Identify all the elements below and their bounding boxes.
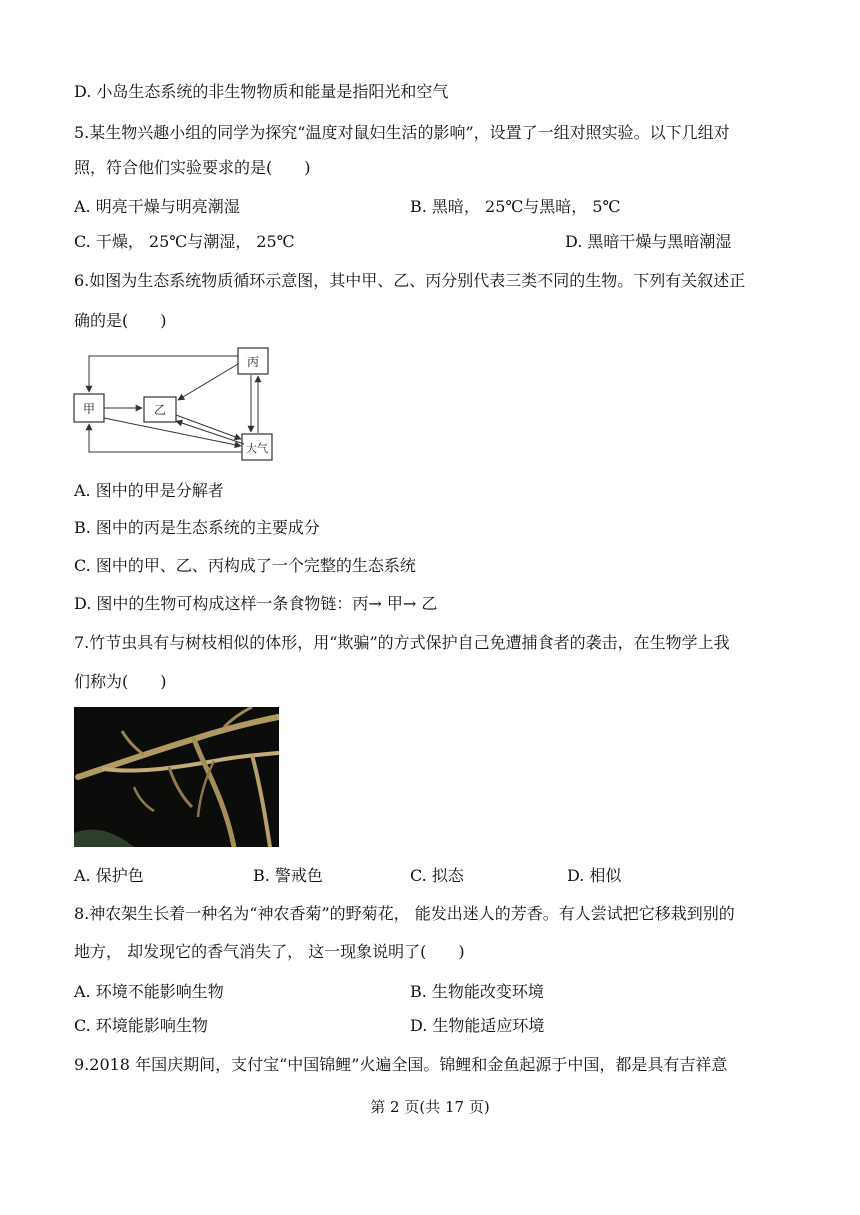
- q6-option-d: D. 图中的生物可构成这样一条食物链：丙→ 甲→ 乙: [74, 594, 438, 613]
- carbon-cycle-svg: [70, 342, 280, 464]
- arrow-atmosphere-to-jia: [89, 424, 242, 452]
- q5-option-d: D. 黑暗干燥与黑暗潮湿: [565, 232, 732, 251]
- stick-insect-photo: [74, 707, 279, 847]
- label-atmosphere: 大气: [246, 442, 268, 455]
- arrow-atmosphere-to-yi: [176, 421, 244, 444]
- label-yi: 乙: [153, 403, 167, 417]
- q6-stem-line2: 确的是( ): [74, 311, 167, 330]
- q7-stem-line2: 们称为( ): [74, 672, 167, 691]
- q8-stem-line2: 地方， 却发现它的香气消失了， 这一现象说明了( ): [74, 942, 465, 961]
- q5-option-b: B. 黑暗， 25℃与黑暗， 5℃: [410, 197, 621, 216]
- q6-option-c: C. 图中的甲、乙、丙构成了一个完整的生态系统: [74, 556, 416, 575]
- q4-option-d: D. 小岛生态系统的非生物物质和能量是指阳光和空气: [74, 82, 449, 101]
- q8-option-a: A. 环境不能影响生物: [74, 982, 224, 1001]
- stick-insect-illustration: [74, 707, 279, 847]
- arrow-yi-to-atmosphere: [176, 415, 241, 439]
- q7-option-c: C. 拟态: [410, 866, 464, 885]
- label-bing: 丙: [246, 355, 260, 369]
- arrow-bing-to-yi: [178, 364, 238, 400]
- q5-stem-line1: 5.某生物兴趣小组的同学为探究“温度对鼠妇生活的影响”，设置了一组对照实验。以下几组对: [74, 123, 730, 142]
- carbon-cycle-diagram: [70, 342, 280, 464]
- q8-option-d: D. 生物能适应环境: [410, 1016, 545, 1035]
- q8-option-c: C. 环境能影响生物: [74, 1016, 208, 1035]
- q8-stem-line1: 8.神农架生长着一种名为“神农香菊”的野菊花， 能发出迷人的芳香。有人尝试把它移栽到别的: [74, 904, 735, 923]
- q6-option-b: B. 图中的丙是生态系统的主要成分: [74, 518, 320, 537]
- q5-option-c: C. 干燥， 25℃与潮湿， 25℃: [74, 232, 295, 251]
- page-footer: 第 2 页(共 17 页): [370, 1098, 490, 1116]
- q9-stem-line1: 9.2018 年国庆期间，支付宝“中国锦鲤”火遍全国。锦鲤和金鱼起源于中国，都是具有吉祥意: [74, 1055, 728, 1074]
- arrow-bing-to-jia: [89, 356, 238, 392]
- q5-stem-line2: 照，符合他们实验要求的是( ): [74, 158, 311, 177]
- q6-stem-line1: 6.如图为生态系统物质循环示意图，其中甲、乙、丙分别代表三类不同的生物。下列有关叙述正: [74, 271, 746, 290]
- label-jia: 甲: [82, 402, 96, 416]
- q7-stem-line1: 7.竹节虫具有与树枝相似的体形，用“欺骗”的方式保护自己免遭捕食者的袭击，在生物学上我: [74, 633, 730, 652]
- q6-option-a: A. 图中的甲是分解者: [74, 481, 224, 500]
- q8-option-b: B. 生物能改变环境: [410, 982, 544, 1001]
- q7-option-d: D. 相似: [567, 866, 622, 885]
- q7-option-a: A. 保护色: [74, 866, 144, 885]
- q7-option-b: B. 警戒色: [253, 866, 323, 885]
- q5-option-a: A. 明亮干燥与明亮潮湿: [74, 197, 240, 216]
